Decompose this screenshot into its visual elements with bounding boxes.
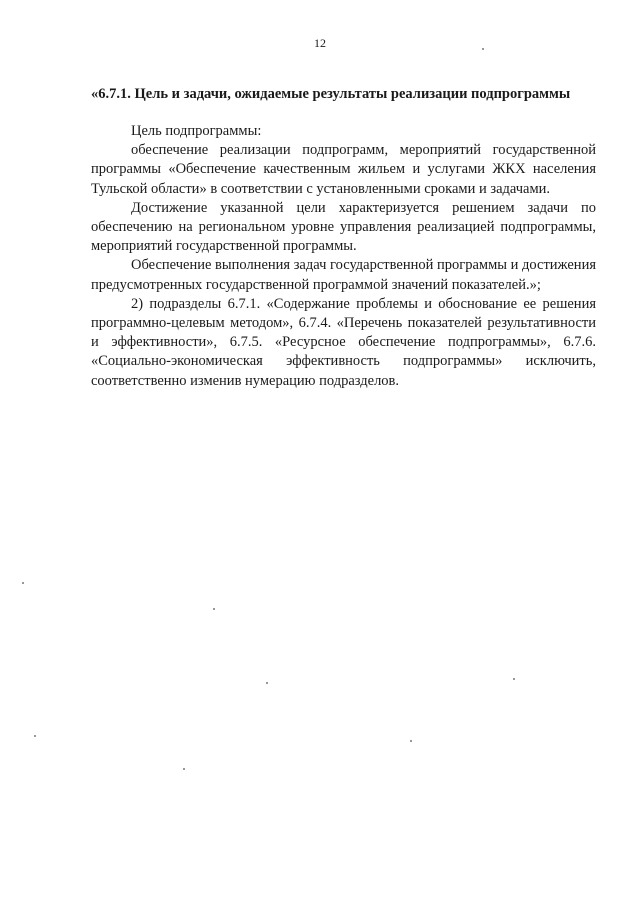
paragraph: обеспечение реализации подпрограмм, мероприятий государственной программы «Обеспечение качественным жильем и услугами ЖКХ населения Тульской области» в соответствии с установленными сроками и задачами.: [91, 142, 596, 197]
scan-speck: [266, 682, 268, 684]
scan-speck: [213, 608, 215, 610]
scan-speck: [482, 48, 484, 50]
page-number: 12: [314, 36, 326, 50]
scan-speck: [183, 768, 185, 770]
paragraph: Обеспечение выполнения задач государственной программы и достижения предусмотренных государственной программой значений показателей.»;: [91, 257, 596, 293]
scan-speck: [410, 740, 412, 742]
section-heading: «6.7.1. Цель и задачи, ожидаемые результаты реализации подпрограммы: [91, 86, 571, 102]
body-text: [91, 122, 596, 391]
paragraph: 2) подразделы 6.7.1. «Содержание проблемы и обоснование ее решения программно-целевым методом», 6.7.4. «Перечень показателей результативности и эффективности», 6.7.5. «Ресурсное обеспечение подпрограммы», 6.7.6. «Социально-экономическая эффективность подпрограммы» исключить, соответственно изменив нумерацию подразделов.: [91, 295, 596, 389]
scan-speck: [22, 582, 24, 584]
scan-speck: [513, 678, 515, 680]
paragraph: Достижение указанной цели характеризуется решением задачи по обеспечению на региональном уровне управления реализацией подпрограммы, мероприятий государственной программы.: [91, 199, 596, 255]
scan-speck: [34, 735, 36, 737]
paragraph: Цель подпрограммы:: [131, 123, 262, 139]
